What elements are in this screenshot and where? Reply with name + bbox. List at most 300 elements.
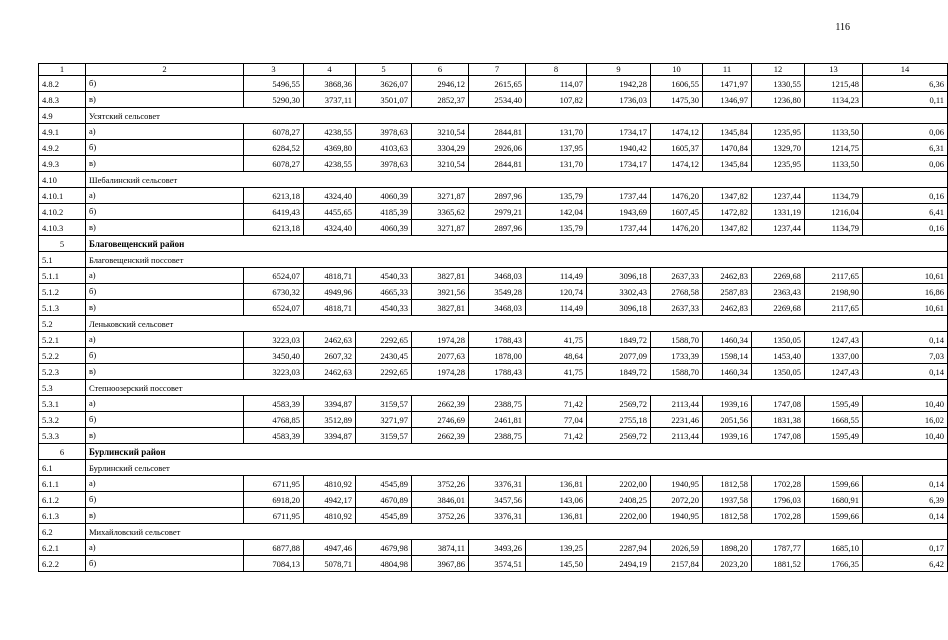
value-cell: 1787,77 <box>752 540 805 556</box>
value-cell: 2662,39 <box>412 428 469 444</box>
value-cell: 3365,62 <box>412 204 469 220</box>
value-cell: 7084,13 <box>244 556 304 572</box>
row-code: 4.8.3 <box>39 92 86 108</box>
row-variant: б) <box>86 76 244 92</box>
value-cell: 4103,63 <box>356 140 412 156</box>
value-cell: 0,14 <box>863 332 948 348</box>
value-cell: 3574,51 <box>469 556 526 572</box>
header-cell: 14 <box>863 64 948 76</box>
value-cell: 3626,07 <box>356 76 412 92</box>
value-cell: 3159,57 <box>356 428 412 444</box>
value-cell: 3468,03 <box>469 268 526 284</box>
value-cell: 4324,40 <box>304 220 356 236</box>
value-cell: 1878,00 <box>469 348 526 364</box>
value-cell: 3159,57 <box>356 396 412 412</box>
value-cell: 10,61 <box>863 268 948 284</box>
value-cell: 1881,52 <box>752 556 805 572</box>
value-cell: 1736,03 <box>587 92 651 108</box>
value-cell: 3302,43 <box>587 284 651 300</box>
row-code: 4.10.2 <box>39 204 86 220</box>
value-cell: 2202,00 <box>587 508 651 524</box>
value-cell: 4665,33 <box>356 284 412 300</box>
section-title: Благовещенский район <box>86 236 948 252</box>
value-cell: 6877,88 <box>244 540 304 556</box>
value-cell: 3210,54 <box>412 124 469 140</box>
value-cell: 5078,71 <box>304 556 356 572</box>
value-cell: 1471,97 <box>703 76 752 92</box>
header-cell: 1 <box>39 64 86 76</box>
value-cell: 1595,49 <box>805 428 863 444</box>
value-cell: 1831,38 <box>752 412 805 428</box>
value-cell: 1347,82 <box>703 220 752 236</box>
value-cell: 0,17 <box>863 540 948 556</box>
table-row <box>39 140 948 156</box>
data-table <box>38 63 948 572</box>
row-variant: б) <box>86 492 244 508</box>
value-cell: 1331,19 <box>752 204 805 220</box>
value-cell: 1940,95 <box>651 476 703 492</box>
subsection-title: Степноозерский поссовет <box>86 380 948 396</box>
value-cell: 3846,01 <box>412 492 469 508</box>
row-variant: в) <box>86 220 244 236</box>
value-cell: 1607,45 <box>651 204 703 220</box>
value-cell: 3096,18 <box>587 268 651 284</box>
value-cell: 1133,50 <box>805 156 863 172</box>
value-cell: 2287,94 <box>587 540 651 556</box>
table-row <box>39 428 948 444</box>
row-code: 5.2.3 <box>39 364 86 380</box>
value-cell: 3457,56 <box>469 492 526 508</box>
subsection-title: Бурлинский сельсовет <box>86 460 948 476</box>
value-cell: 3752,26 <box>412 476 469 492</box>
value-cell: 4369,80 <box>304 140 356 156</box>
value-cell: 2926,06 <box>469 140 526 156</box>
page-number: 116 <box>835 22 850 33</box>
value-cell: 3376,31 <box>469 508 526 524</box>
value-cell: 6524,07 <box>244 300 304 316</box>
value-cell: 4810,92 <box>304 508 356 524</box>
value-cell: 2117,65 <box>805 268 863 284</box>
row-variant: б) <box>86 140 244 156</box>
value-cell: 1898,20 <box>703 540 752 556</box>
value-cell: 2461,81 <box>469 412 526 428</box>
value-cell: 2363,43 <box>752 284 805 300</box>
value-cell: 1134,23 <box>805 92 863 108</box>
value-cell: 0,16 <box>863 220 948 236</box>
value-cell: 3868,36 <box>304 76 356 92</box>
value-cell: 1812,58 <box>703 476 752 492</box>
table-row <box>39 300 948 316</box>
value-cell: 145,50 <box>526 556 587 572</box>
value-cell: 3271,87 <box>412 188 469 204</box>
value-cell: 1474,12 <box>651 124 703 140</box>
value-cell: 1134,79 <box>805 220 863 236</box>
value-cell: 2852,37 <box>412 92 469 108</box>
value-cell: 2023,20 <box>703 556 752 572</box>
header-cell: 4 <box>304 64 356 76</box>
value-cell: 114,07 <box>526 76 587 92</box>
value-cell: 4455,65 <box>304 204 356 220</box>
value-cell: 1345,84 <box>703 156 752 172</box>
value-cell: 1453,40 <box>752 348 805 364</box>
value-cell: 0,16 <box>863 188 948 204</box>
value-cell: 1235,95 <box>752 156 805 172</box>
header-cell: 6 <box>412 64 469 76</box>
row-code: 6.2.1 <box>39 540 86 556</box>
row-code: 5.1.3 <box>39 300 86 316</box>
value-cell: 1747,08 <box>752 396 805 412</box>
header-cell: 2 <box>86 64 244 76</box>
value-cell: 1747,08 <box>752 428 805 444</box>
value-cell: 2072,20 <box>651 492 703 508</box>
value-cell: 143,06 <box>526 492 587 508</box>
value-cell: 1685,10 <box>805 540 863 556</box>
value-cell: 2077,63 <box>412 348 469 364</box>
value-cell: 3304,29 <box>412 140 469 156</box>
value-cell: 1788,43 <box>469 364 526 380</box>
subsection-row <box>39 380 948 396</box>
value-cell: 0,14 <box>863 364 948 380</box>
row-code: 5.2.1 <box>39 332 86 348</box>
value-cell: 1942,28 <box>587 76 651 92</box>
value-cell: 6419,43 <box>244 204 304 220</box>
value-cell: 1974,28 <box>412 332 469 348</box>
value-cell: 2979,21 <box>469 204 526 220</box>
value-cell: 1737,44 <box>587 220 651 236</box>
value-cell: 1849,72 <box>587 364 651 380</box>
value-cell: 0,14 <box>863 508 948 524</box>
value-cell: 3512,89 <box>304 412 356 428</box>
row-variant: в) <box>86 300 244 316</box>
value-cell: 1345,84 <box>703 124 752 140</box>
value-cell: 1680,91 <box>805 492 863 508</box>
value-cell: 2202,00 <box>587 476 651 492</box>
value-cell: 6213,18 <box>244 220 304 236</box>
subsection-row <box>39 108 948 124</box>
value-cell: 1595,49 <box>805 396 863 412</box>
row-variant: б) <box>86 284 244 300</box>
value-cell: 1330,55 <box>752 76 805 92</box>
value-cell: 3394,87 <box>304 396 356 412</box>
table-row <box>39 476 948 492</box>
value-cell: 1766,35 <box>805 556 863 572</box>
value-cell: 2587,83 <box>703 284 752 300</box>
value-cell: 1215,48 <box>805 76 863 92</box>
table-row <box>39 492 948 508</box>
row-code: 4.9.2 <box>39 140 86 156</box>
value-cell: 139,25 <box>526 540 587 556</box>
value-cell: 2113,44 <box>651 428 703 444</box>
value-cell: 7,03 <box>863 348 948 364</box>
value-cell: 3376,31 <box>469 476 526 492</box>
value-cell: 3501,07 <box>356 92 412 108</box>
value-cell: 1475,30 <box>651 92 703 108</box>
subsection-row <box>39 316 948 332</box>
value-cell: 1606,55 <box>651 76 703 92</box>
value-cell: 6918,20 <box>244 492 304 508</box>
table-row <box>39 396 948 412</box>
value-cell: 1939,16 <box>703 428 752 444</box>
value-cell: 3271,87 <box>412 220 469 236</box>
value-cell: 2408,25 <box>587 492 651 508</box>
table-row <box>39 268 948 284</box>
value-cell: 1247,43 <box>805 332 863 348</box>
value-cell: 2946,12 <box>412 76 469 92</box>
value-cell: 6730,32 <box>244 284 304 300</box>
value-cell: 3967,86 <box>412 556 469 572</box>
value-cell: 0,06 <box>863 156 948 172</box>
value-cell: 1236,80 <box>752 92 805 108</box>
value-cell: 71,42 <box>526 428 587 444</box>
subsection-title: Михайловский сельсовет <box>86 524 948 540</box>
value-cell: 2844,81 <box>469 156 526 172</box>
table-row <box>39 124 948 140</box>
row-code: 5.3.1 <box>39 396 86 412</box>
value-cell: 4670,89 <box>356 492 412 508</box>
value-cell: 2292,65 <box>356 332 412 348</box>
value-cell: 2292,65 <box>356 364 412 380</box>
header-cell: 9 <box>587 64 651 76</box>
value-cell: 6524,07 <box>244 268 304 284</box>
value-cell: 2844,81 <box>469 124 526 140</box>
section-code: 5 <box>39 236 86 252</box>
value-cell: 4818,71 <box>304 300 356 316</box>
value-cell: 2755,18 <box>587 412 651 428</box>
row-code: 5.3.3 <box>39 428 86 444</box>
section-row <box>39 236 948 252</box>
value-cell: 3978,63 <box>356 156 412 172</box>
value-cell: 136,81 <box>526 508 587 524</box>
table-row <box>39 204 948 220</box>
value-cell: 2430,45 <box>356 348 412 364</box>
value-cell: 4768,85 <box>244 412 304 428</box>
value-cell: 2388,75 <box>469 428 526 444</box>
value-cell: 2662,39 <box>412 396 469 412</box>
value-cell: 1476,20 <box>651 220 703 236</box>
value-cell: 1329,70 <box>752 140 805 156</box>
subsection-title: Благовещенский поссовет <box>86 252 948 268</box>
value-cell: 6711,95 <box>244 508 304 524</box>
value-cell: 1599,66 <box>805 508 863 524</box>
value-cell: 3450,40 <box>244 348 304 364</box>
subsection-title: Шебалинский сельсовет <box>86 172 948 188</box>
subsection-code: 5.2 <box>39 316 86 332</box>
value-cell: 3096,18 <box>587 300 651 316</box>
header-cell: 12 <box>752 64 805 76</box>
value-cell: 4804,98 <box>356 556 412 572</box>
table-row <box>39 348 948 364</box>
value-cell: 16,02 <box>863 412 948 428</box>
section-title: Бурлинский район <box>86 444 948 460</box>
value-cell: 1588,70 <box>651 364 703 380</box>
value-cell: 1350,05 <box>752 332 805 348</box>
value-cell: 142,04 <box>526 204 587 220</box>
value-cell: 2388,75 <box>469 396 526 412</box>
value-cell: 1734,17 <box>587 124 651 140</box>
value-cell: 4540,33 <box>356 300 412 316</box>
value-cell: 5290,30 <box>244 92 304 108</box>
value-cell: 2897,96 <box>469 188 526 204</box>
value-cell: 6,31 <box>863 140 948 156</box>
subsection-row <box>39 524 948 540</box>
row-code: 4.8.2 <box>39 76 86 92</box>
value-cell: 1598,14 <box>703 348 752 364</box>
value-cell: 6,39 <box>863 492 948 508</box>
value-cell: 4947,46 <box>304 540 356 556</box>
value-cell: 1605,37 <box>651 140 703 156</box>
value-cell: 10,61 <box>863 300 948 316</box>
table-row <box>39 364 948 380</box>
row-variant: б) <box>86 204 244 220</box>
value-cell: 2494,19 <box>587 556 651 572</box>
value-cell: 131,70 <box>526 156 587 172</box>
subsection-code: 5.3 <box>39 380 86 396</box>
table-row <box>39 284 948 300</box>
value-cell: 1247,43 <box>805 364 863 380</box>
row-variant: в) <box>86 428 244 444</box>
value-cell: 5496,55 <box>244 76 304 92</box>
value-cell: 4942,17 <box>304 492 356 508</box>
table-row <box>39 188 948 204</box>
row-variant: в) <box>86 508 244 524</box>
row-variant: б) <box>86 556 244 572</box>
value-cell: 3827,81 <box>412 300 469 316</box>
value-cell: 1939,16 <box>703 396 752 412</box>
value-cell: 2462,63 <box>304 332 356 348</box>
value-cell: 6213,18 <box>244 188 304 204</box>
value-cell: 135,79 <box>526 220 587 236</box>
row-variant: а) <box>86 124 244 140</box>
section-code: 6 <box>39 444 86 460</box>
value-cell: 1849,72 <box>587 332 651 348</box>
row-variant: а) <box>86 268 244 284</box>
value-cell: 1940,42 <box>587 140 651 156</box>
value-cell: 4810,92 <box>304 476 356 492</box>
value-cell: 1702,28 <box>752 476 805 492</box>
value-cell: 137,95 <box>526 140 587 156</box>
value-cell: 2615,65 <box>469 76 526 92</box>
value-cell: 1937,58 <box>703 492 752 508</box>
value-cell: 4324,40 <box>304 188 356 204</box>
value-cell: 2462,63 <box>304 364 356 380</box>
row-variant: а) <box>86 540 244 556</box>
value-cell: 2269,68 <box>752 268 805 284</box>
value-cell: 2026,59 <box>651 540 703 556</box>
value-cell: 1460,34 <box>703 364 752 380</box>
value-cell: 4949,96 <box>304 284 356 300</box>
value-cell: 41,75 <box>526 364 587 380</box>
table-row <box>39 508 948 524</box>
value-cell: 41,75 <box>526 332 587 348</box>
value-cell: 4583,39 <box>244 396 304 412</box>
value-cell: 114,49 <box>526 300 587 316</box>
value-cell: 4545,89 <box>356 508 412 524</box>
row-code: 4.9.3 <box>39 156 86 172</box>
value-cell: 1796,03 <box>752 492 805 508</box>
value-cell: 4238,55 <box>304 124 356 140</box>
value-cell: 1350,05 <box>752 364 805 380</box>
row-code: 5.3.2 <box>39 412 86 428</box>
value-cell: 6,42 <box>863 556 948 572</box>
value-cell: 2897,96 <box>469 220 526 236</box>
value-cell: 0,14 <box>863 476 948 492</box>
value-cell: 135,79 <box>526 188 587 204</box>
value-cell: 2607,32 <box>304 348 356 364</box>
row-code: 5.1.1 <box>39 268 86 284</box>
value-cell: 1702,28 <box>752 508 805 524</box>
row-variant: а) <box>86 396 244 412</box>
value-cell: 1346,97 <box>703 92 752 108</box>
header-cell: 8 <box>526 64 587 76</box>
value-cell: 2077,09 <box>587 348 651 364</box>
value-cell: 1733,39 <box>651 348 703 364</box>
subsection-row <box>39 460 948 476</box>
value-cell: 10,40 <box>863 428 948 444</box>
value-cell: 3874,11 <box>412 540 469 556</box>
table-row <box>39 332 948 348</box>
value-cell: 3271,97 <box>356 412 412 428</box>
value-cell: 6078,27 <box>244 124 304 140</box>
row-variant: б) <box>86 412 244 428</box>
table-row <box>39 556 948 572</box>
row-code: 4.9.1 <box>39 124 86 140</box>
value-cell: 3978,63 <box>356 124 412 140</box>
header-cell: 3 <box>244 64 304 76</box>
value-cell: 1668,55 <box>805 412 863 428</box>
value-cell: 4818,71 <box>304 268 356 284</box>
row-code: 5.2.2 <box>39 348 86 364</box>
subsection-row <box>39 172 948 188</box>
row-code: 6.1.1 <box>39 476 86 492</box>
value-cell: 2462,83 <box>703 300 752 316</box>
value-cell: 2569,72 <box>587 428 651 444</box>
value-cell: 1337,00 <box>805 348 863 364</box>
value-cell: 3921,56 <box>412 284 469 300</box>
value-cell: 2637,33 <box>651 300 703 316</box>
header-cell: 11 <box>703 64 752 76</box>
section-row <box>39 444 948 460</box>
value-cell: 1460,34 <box>703 332 752 348</box>
value-cell: 1133,50 <box>805 124 863 140</box>
table-body <box>39 64 948 572</box>
value-cell: 2637,33 <box>651 268 703 284</box>
value-cell: 6711,95 <box>244 476 304 492</box>
value-cell: 3394,87 <box>304 428 356 444</box>
row-variant: в) <box>86 364 244 380</box>
value-cell: 6284,52 <box>244 140 304 156</box>
value-cell: 2117,65 <box>805 300 863 316</box>
value-cell: 4185,39 <box>356 204 412 220</box>
value-cell: 0,11 <box>863 92 948 108</box>
value-cell: 2269,68 <box>752 300 805 316</box>
value-cell: 1737,44 <box>587 188 651 204</box>
value-cell: 4060,39 <box>356 220 412 236</box>
value-cell: 1599,66 <box>805 476 863 492</box>
row-code: 6.2.2 <box>39 556 86 572</box>
value-cell: 3468,03 <box>469 300 526 316</box>
row-code: 4.10.3 <box>39 220 86 236</box>
value-cell: 1943,69 <box>587 204 651 220</box>
value-cell: 3210,54 <box>412 156 469 172</box>
value-cell: 2051,56 <box>703 412 752 428</box>
value-cell: 6,36 <box>863 76 948 92</box>
value-cell: 2157,84 <box>651 556 703 572</box>
value-cell: 1237,44 <box>752 220 805 236</box>
value-cell: 2569,72 <box>587 396 651 412</box>
value-cell: 48,64 <box>526 348 587 364</box>
subsection-title: Леньковский сельсовет <box>86 316 948 332</box>
value-cell: 131,70 <box>526 124 587 140</box>
